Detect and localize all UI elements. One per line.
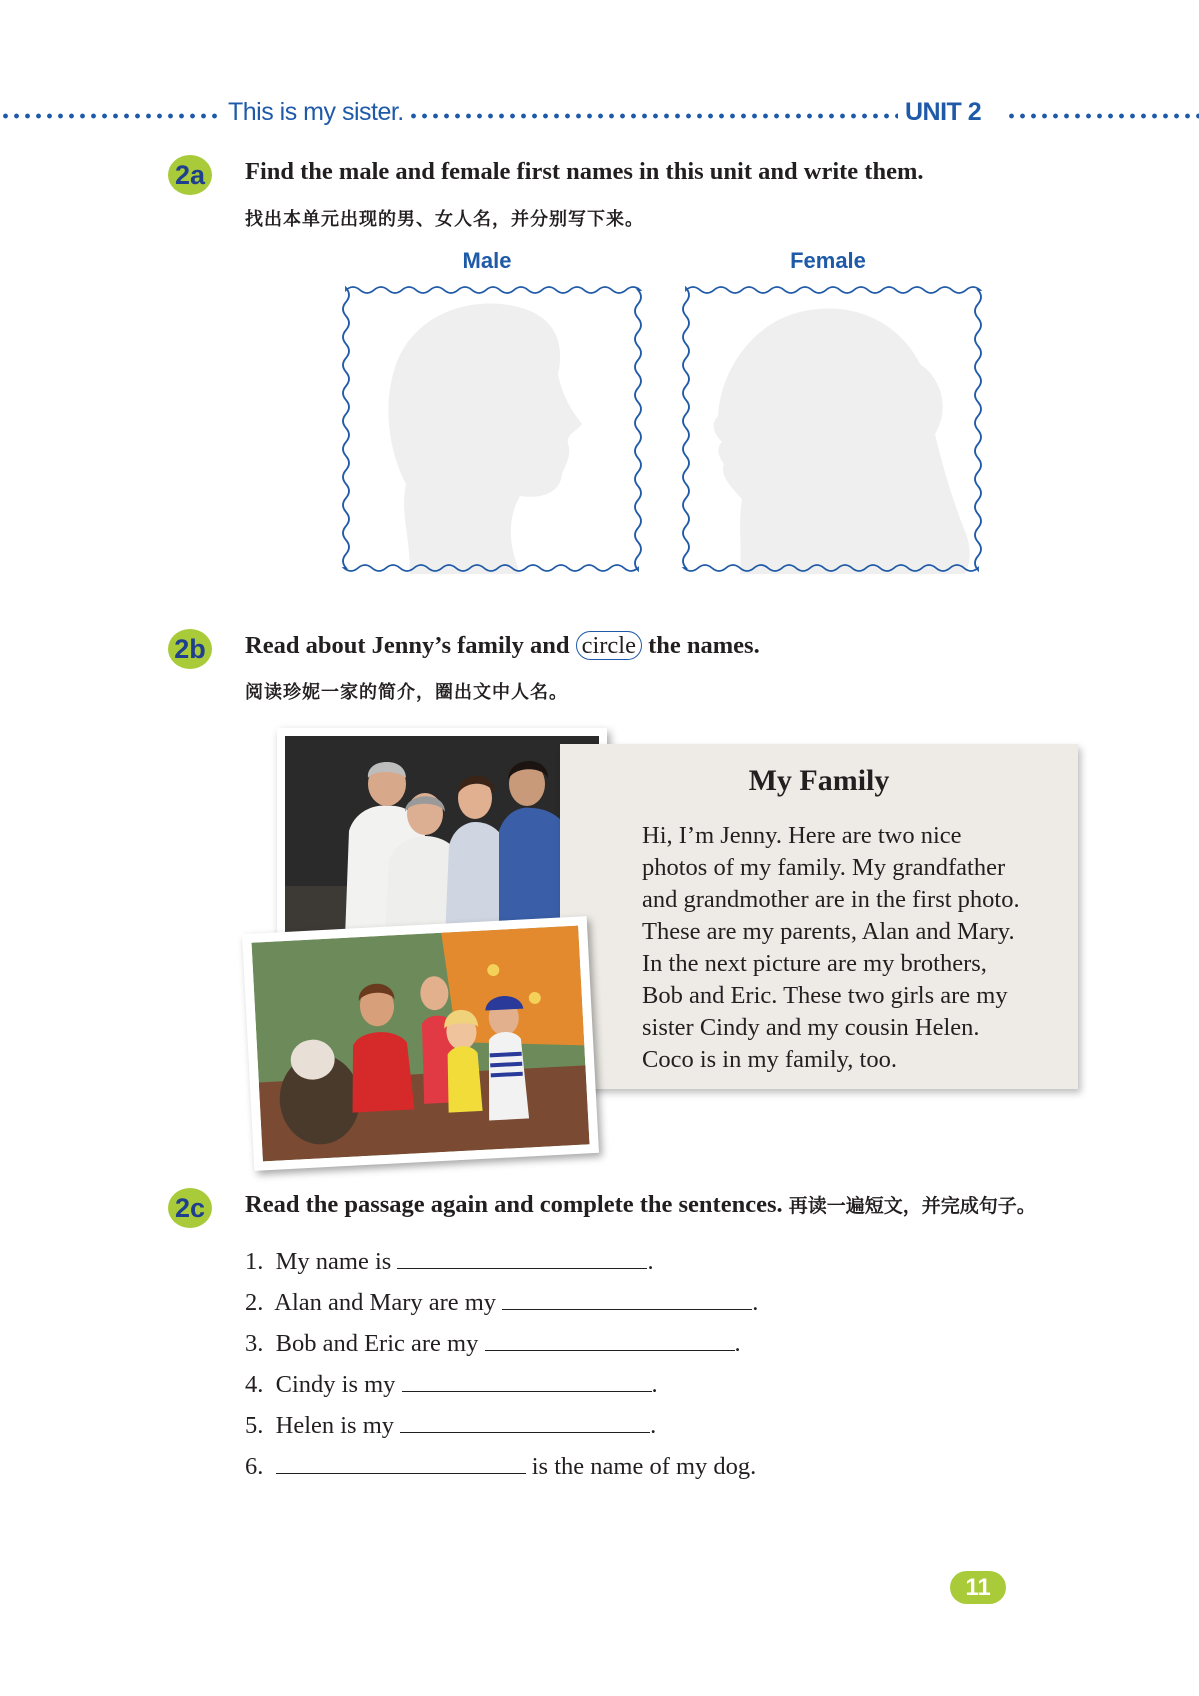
instruction-2a-cn: 找出本单元出现的男、女人名，并分别写下来。 — [245, 209, 644, 229]
instruction-2c — [245, 1191, 1036, 1219]
answer-blank[interactable] — [397, 1267, 647, 1269]
card-title: My Family — [748, 764, 890, 797]
sentence-number: 6. — [245, 1453, 264, 1480]
sentence-number: 3. — [245, 1330, 264, 1357]
sentence-item — [245, 1248, 654, 1276]
sentence-text-after: is the name of my dog. — [531, 1453, 757, 1480]
sentence-item — [245, 1371, 658, 1399]
unit-label: UNIT 2 — [905, 98, 982, 126]
sentence-item — [245, 1330, 741, 1358]
family-photo-adults — [277, 728, 607, 946]
header-dots-middle — [408, 113, 898, 119]
card-line: These are my parents, Alan and Mary. — [642, 918, 1015, 945]
instruction-2b — [245, 632, 760, 660]
sentence-text-after: . — [651, 1371, 658, 1398]
female-name-box[interactable] — [680, 284, 984, 574]
card-line: In the next picture are my brothers, — [642, 950, 987, 977]
instruction-2b-before: Read about Jenny’s family and — [245, 632, 570, 659]
male-label: Male — [462, 248, 512, 273]
sentence-text-before: Alan and Mary are my — [274, 1289, 497, 1316]
sentence-text-after: . — [647, 1248, 654, 1275]
male-silhouette-icon — [388, 303, 582, 574]
answer-blank[interactable] — [502, 1308, 752, 1310]
female-silhouette-icon — [714, 309, 970, 574]
card-line: Hi, I’m Jenny. Here are two nice — [642, 822, 962, 849]
sentence-text-before: My name is — [275, 1248, 392, 1275]
family-photo-children — [242, 916, 599, 1171]
header-dots-left — [0, 113, 218, 119]
card-line: sister Cindy and my cousin Helen. — [642, 1014, 980, 1041]
page-header — [0, 98, 1199, 132]
sentence-text-before: Helen is my — [275, 1412, 395, 1439]
instruction-2c-cn: 再读一遍短文，并完成句子。 — [788, 1196, 1036, 1217]
answer-blank[interactable] — [276, 1472, 526, 1474]
sentence-text-after: . — [752, 1289, 759, 1316]
card-line: Coco is in my family, too. — [642, 1046, 897, 1073]
sentence-number: 5. — [245, 1412, 264, 1439]
sentence-text-before: Bob and Eric are my — [275, 1330, 479, 1357]
sentence-text-before: Cindy is my — [275, 1371, 396, 1398]
sentence-text-after: . — [650, 1412, 657, 1439]
card-line: Bob and Eric. These two girls are my — [642, 982, 1008, 1009]
sentence-number: 4. — [245, 1371, 264, 1398]
instruction-2a: Find the male and female first names in this unit and write them. — [245, 158, 924, 185]
sentence-number: 1. — [245, 1248, 264, 1275]
answer-blank[interactable] — [400, 1431, 650, 1433]
male-name-box[interactable] — [340, 284, 644, 574]
card-line: photos of my family. My grandfather — [642, 854, 1006, 881]
sentence-text-after: . — [734, 1330, 741, 1357]
sentence-item — [245, 1289, 758, 1317]
header-title: This is my sister. — [228, 98, 404, 126]
badge-2a: 2a — [168, 155, 212, 195]
sentence-item — [245, 1412, 656, 1440]
card-line: and grandmother are in the first photo. — [642, 886, 1020, 913]
my-family-card — [560, 744, 1078, 1089]
badge-2c: 2c — [168, 1188, 212, 1228]
sentence-item — [245, 1453, 756, 1481]
sentence-number: 2. — [245, 1289, 264, 1316]
circle-word: circle — [576, 631, 642, 660]
female-label: Female — [790, 248, 866, 273]
instruction-2c-en: Read the passage again and complete the sentences. — [245, 1191, 783, 1218]
header-dots-right — [1006, 113, 1199, 119]
instruction-2b-cn: 阅读珍妮一家的简介，圈出文中人名。 — [245, 682, 568, 702]
badge-2b: 2b — [168, 629, 212, 669]
answer-blank[interactable] — [485, 1349, 735, 1351]
page-number: 11 — [950, 1571, 1006, 1604]
instruction-2b-after: the names. — [648, 632, 760, 659]
answer-blank[interactable] — [402, 1390, 652, 1392]
